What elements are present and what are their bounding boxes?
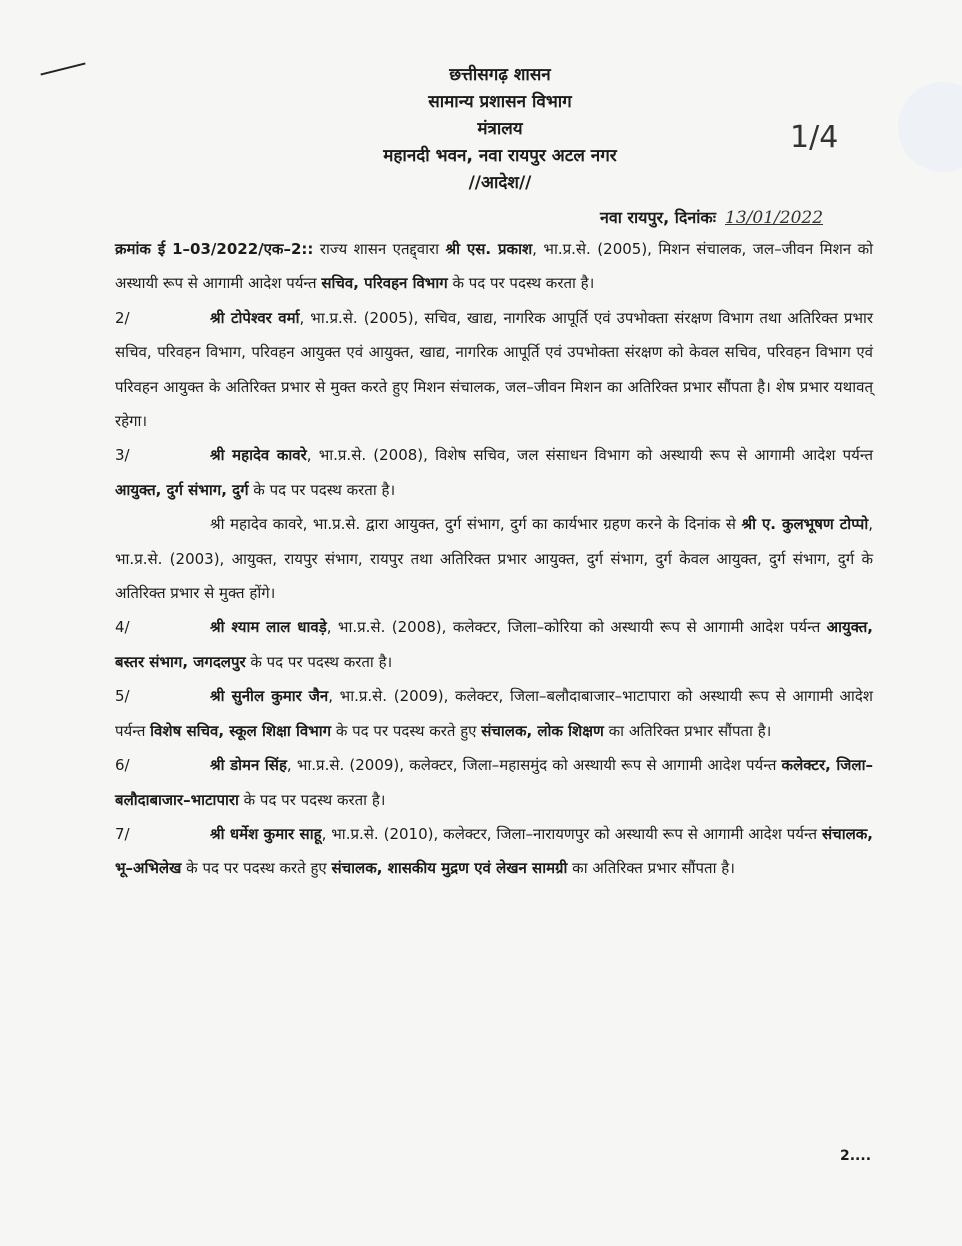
additional-charge: संचालक, लोक शिक्षण bbox=[481, 721, 604, 740]
handwritten-date: 13/01/2022 bbox=[725, 208, 824, 228]
text: का अतिरिक्त प्रभार सौंपता है। bbox=[567, 859, 735, 878]
department-name: सामान्य प्रशासन विभाग bbox=[428, 92, 572, 112]
posting: आयुक्त, बस्तर संभाग, जगदलपुर bbox=[115, 618, 873, 671]
officer-name: श्री सुनील कुमार जैन bbox=[210, 687, 329, 706]
paragraph-number: 2/ bbox=[115, 308, 130, 327]
text: के पद पर पदस्थ करते हुए bbox=[181, 859, 332, 878]
paragraph-number: 3/ bbox=[115, 446, 130, 465]
text: , भा.प्र.से. (2008), कलेक्टर, जिला–कोरिया को अस्थायी रूप से आगामी आदेश पर्यन्त bbox=[326, 618, 827, 637]
paragraph-number: 5/ bbox=[115, 687, 130, 706]
text: , भा.प्र.से. (2005), मिशन संचालक, जल–जीवन मिशन को अस्थायी रूप से आगामी आदेश पर्यन्त bbox=[115, 240, 873, 293]
paragraph-number: 6/ bbox=[115, 756, 130, 775]
text: के पद पर पदस्थ करता है। bbox=[245, 652, 393, 671]
corner-overlay bbox=[898, 82, 962, 172]
text: श्री महादेव कावरे, भा.प्र.से. द्वारा आयुक्त, दुर्ग संभाग, दुर्ग का कार्यभार ग्रहण करने के दिनांक से bbox=[210, 515, 742, 534]
office-address: महानदी भवन, नवा रायपुर अटल नगर bbox=[383, 146, 617, 166]
text: , भा.प्र.से. (2003), आयुक्त, रायपुर संभाग, रायपुर तथा अतिरिक्त प्रभार आयुक्त, दुर्ग संभाग, दुर्ग केवल आयुक्त, दुर्ग संभाग, दुर्ग के अतिरिक्त प्रभार से मुक्त होंगे। bbox=[115, 515, 873, 603]
pen-mark bbox=[40, 62, 85, 75]
paragraph-3-continued bbox=[115, 507, 873, 610]
paragraph-number: 7/ bbox=[115, 824, 130, 843]
paragraph-3 bbox=[115, 438, 873, 507]
officer-name: श्री श्याम लाल धावड़े bbox=[210, 618, 327, 637]
posting: विशेष सचिव, स्कूल शिक्षा विभाग bbox=[150, 721, 332, 740]
posting: कलेक्टर, जिला–बलौदाबाजार–भाटापारा bbox=[115, 756, 873, 809]
posting: संचालक, भू–अभिलेख bbox=[115, 824, 873, 878]
date-label: नवा रायपुर, दिनांकः bbox=[600, 208, 716, 227]
text: , भा.प्र.से. (2005), सचिव, खाद्य, नागरिक आपूर्ति एवं उपभोक्ता संरक्षण विभाग तथा अतिरिक्त प्रभार सचिव, परिवहन विभाग, परिवहन आयुक्त एवं आयुक्त, खाद्य, नागरिक आपूर्ति एवं उपभोक्ता संरक्षण को केवल सचिव, परिवहन विभाग एवं परिवहन आयुक्त के अतिरिक्त प्रभार से मुक्त करते हुए मिशन संचालक, जल–जीवन मिशन का अतिरिक्त प्रभार सौंपता है। शेष प्रभार यथावत् रहेगा। bbox=[115, 308, 874, 431]
officer-name: श्री महादेव कावरे bbox=[210, 446, 307, 465]
ministry-label: मंत्रालय bbox=[477, 119, 523, 139]
order-reference: क्रमांक ई 1–03/2022/एक–2:: bbox=[115, 240, 314, 258]
posting: सचिव, परिवहन विभाग bbox=[321, 274, 448, 293]
paragraph-7 bbox=[115, 817, 873, 886]
govt-name: छत्तीसगढ़ शासन bbox=[449, 65, 551, 85]
order-body bbox=[115, 232, 873, 886]
text: का अतिरिक्त प्रभार सौंपता है। bbox=[603, 721, 772, 740]
text: के पद पर पदस्थ करता है। bbox=[248, 480, 396, 499]
officer-name: श्री ए. कुलभूषण टोप्पो bbox=[741, 515, 869, 534]
text: के पद पर पदस्थ करता है। bbox=[447, 274, 595, 293]
continued-marker: 2.... bbox=[840, 1148, 872, 1164]
paragraph-5 bbox=[115, 679, 873, 748]
text: , भा.प्र.से. (2009), कलेक्टर, जिला–महासमुंद को अस्थायी रूप से आगामी आदेश पर्यन्त bbox=[286, 756, 782, 775]
officer-name: श्री एस. प्रकाश bbox=[445, 240, 533, 258]
text: , भा.प्र.से. (2008), विशेष सचिव, जल संसाधन विभाग को अस्थायी रूप से आगामी आदेश पर्यन्त bbox=[306, 446, 873, 465]
text: के पद पर पदस्थ करता है। bbox=[238, 790, 386, 809]
dateline bbox=[600, 206, 950, 228]
page-number: 1/4 bbox=[790, 120, 839, 155]
text: , भा.प्र.से. (2010), कलेक्टर, जिला–नारायणपुर को अस्थायी रूप से आगामी आदेश पर्यन्त bbox=[321, 824, 823, 843]
additional-charge: संचालक, शासकीय मुद्रण एवं लेखन सामग्री bbox=[331, 859, 568, 878]
text: के पद पर पदस्थ करते हुए bbox=[331, 721, 482, 740]
order-heading: //आदेश// bbox=[468, 173, 532, 193]
paragraph-4 bbox=[115, 610, 873, 679]
paragraph-2 bbox=[115, 301, 873, 439]
letterhead bbox=[300, 62, 700, 197]
officer-name: श्री धर्मेश कुमार साहू bbox=[210, 824, 322, 843]
officer-name: श्री डोमन सिंह bbox=[210, 756, 287, 775]
officer-name: श्री टोपेश्वर वर्मा bbox=[210, 308, 300, 327]
paragraph-6 bbox=[115, 748, 873, 817]
text: राज्य शासन एतद्द्वारा bbox=[313, 240, 446, 258]
paragraph-number: 4/ bbox=[115, 618, 130, 637]
posting: आयुक्त, दुर्ग संभाग, दुर्ग bbox=[115, 480, 249, 499]
paragraph-1 bbox=[115, 232, 873, 301]
text: , भा.प्र.से. (2009), कलेक्टर, जिला–बलौदाबाजार–भाटापारा को अस्थायी रूप से आगामी आदेश पर्यन्त bbox=[115, 687, 873, 740]
